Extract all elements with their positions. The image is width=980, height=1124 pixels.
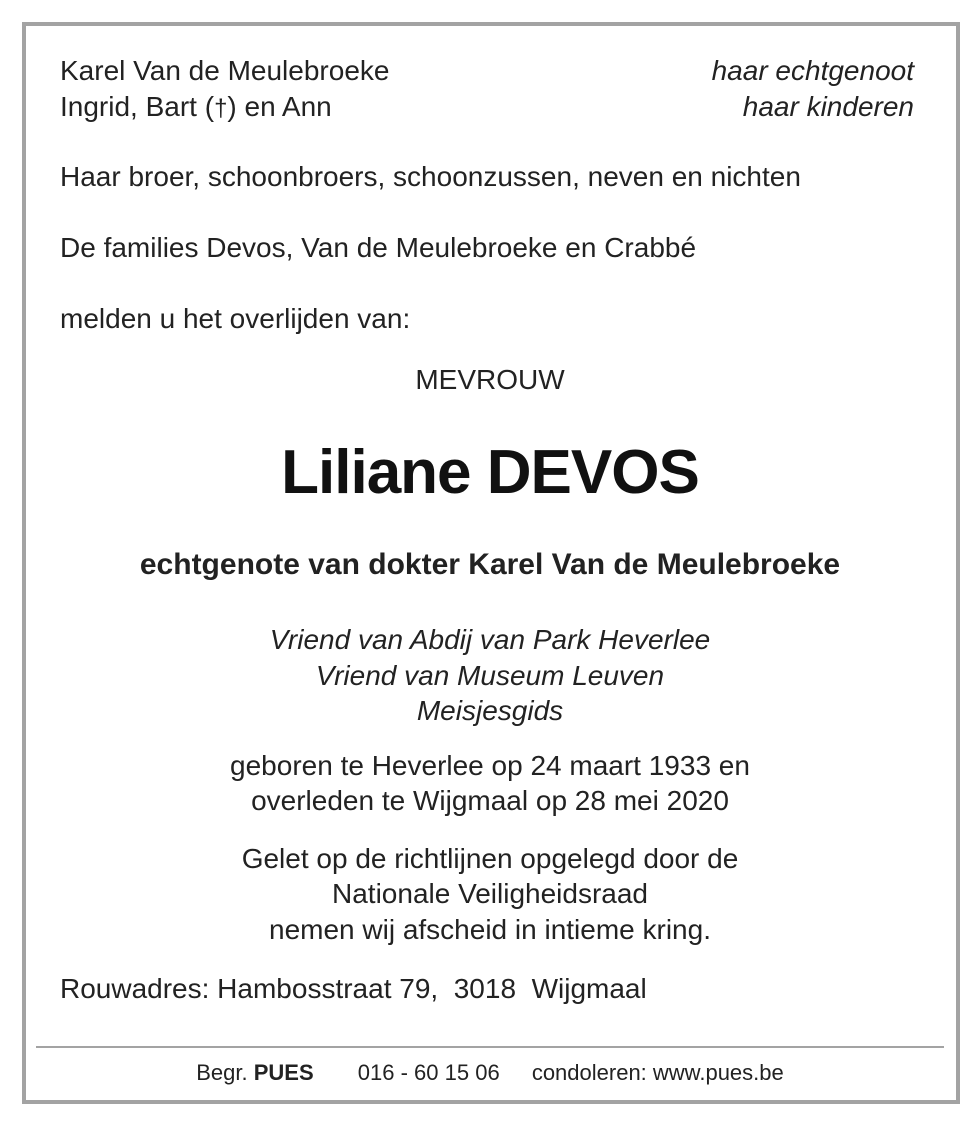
affiliation-item: Vriend van Abdij van Park Heverlee — [269, 624, 711, 655]
honorific: MEVROUW — [415, 364, 565, 395]
children-names — [60, 90, 332, 126]
deceased-name: Liliane DEVOS — [281, 438, 699, 507]
funeral-home-name: PUES — [253, 1060, 314, 1085]
ceremony-line: Nationale Veiligheidsraad — [332, 878, 648, 909]
affiliation-item: Vriend van Museum Leuven — [315, 660, 665, 691]
footer — [0, 1058, 980, 1088]
footer-divider — [36, 1046, 944, 1048]
spouse-name: Karel Van de Meulebroeke — [60, 55, 390, 86]
cross-icon: † — [214, 95, 228, 122]
relatives-line: Haar broer, schoonbroers, schoonzussen, neven en nichten — [60, 161, 801, 192]
ceremony-line: Gelet op de richtlijnen opgelegd door de — [241, 843, 739, 874]
affiliation-item: Meisjesgids — [416, 695, 564, 726]
ceremony-line: nemen wij afscheid in intieme kring. — [269, 914, 711, 945]
children-names-pre: Ingrid, Bart ( — [60, 91, 215, 122]
spouse-line: echtgenote van dokter Karel Van de Meulebroeke — [139, 548, 841, 581]
mourning-address: Rouwadres: Hambosstraat 79, 3018 Wijgmaal — [60, 973, 647, 1004]
birth-line: geboren te Heverlee op 24 maart 1933 en — [230, 750, 750, 781]
begr-label: Begr. — [196, 1060, 248, 1085]
spouse-relation: haar echtgenoot — [711, 55, 914, 86]
funeral-home-phone: 016 - 60 15 06 — [357, 1060, 500, 1085]
children-relation: haar kinderen — [742, 91, 914, 122]
death-line: overleden te Wijgmaal op 28 mei 2020 — [251, 785, 729, 816]
announcement-line: melden u het overlijden van: — [60, 303, 411, 334]
children-names-post: ) en Ann — [227, 91, 332, 122]
condolence-link[interactable]: condoleren: www.pues.be — [531, 1060, 784, 1085]
families-line: De families Devos, Van de Meulebroeke en Crabbé — [60, 232, 697, 263]
